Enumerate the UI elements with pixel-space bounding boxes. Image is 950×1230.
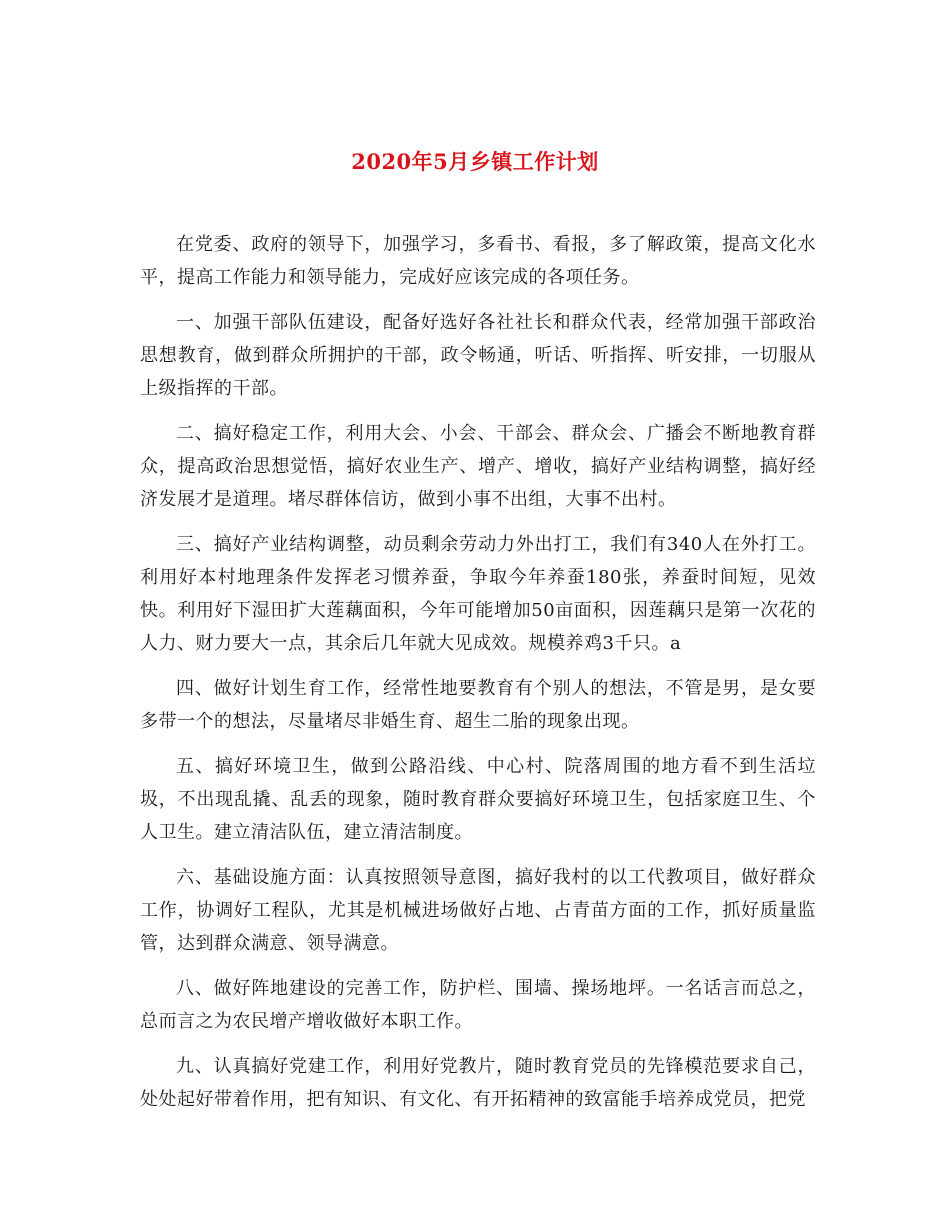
paragraph-item-3: 三、搞好产业结构调整，动员剩余劳动力外出打工，我们有340人在外打工。利用好本村地理条件发挥老习惯养蚕，争取今年养蚕180张，养蚕时间短，见效快。利用好下湿田扩大莲藕面积，今年可能增加50亩面积，因莲藕只是第一次花的人力、财力要大一点，其余后几年就大见成效。规模养鸡3千只。a xyxy=(140,534,816,654)
paragraph-item-6: 六、基础设施方面：认真按照领导意图，搞好我村的以工代教项目，做好群众工作，协调好工程队，尤其是机械进场做好占地、占青苗方面的工作，抓好质量监管，达到群众满意、领导满意。 xyxy=(140,867,816,954)
paragraph-item-9: 九、认真搞好党建工作，利用好党教片，随时教育党员的先锋模范要求自己，处处起好带着作用，把有知识、有文化、有开拓精神的致富能手培养成党员，把党 xyxy=(140,1056,816,1110)
document-body xyxy=(140,228,816,1128)
paragraph-intro: 在党委、政府的领导下，加强学习，多看书、看报，多了解政策，提高文化水平，提高工作能力和领导能力，完成好应该完成的各项任务。 xyxy=(140,234,816,288)
paragraph-item-5: 五、搞好环境卫生，做到公路沿线、中心村、院落周围的地方看不到生活垃圾，不出现乱撬、乱丢的现象，随时教育群众要搞好环境卫生，包括家庭卫生、个人卫生。建立清洁队伍，建立清洁制度。 xyxy=(140,756,816,843)
paragraph-item-4: 四、做好计划生育工作，经常性地要教育有个别人的想法，不管是男，是女要多带一个的想法，尽量堵尽非婚生育、超生二胎的现象出现。 xyxy=(140,678,816,732)
document-title: 2020年5月乡镇工作计划 xyxy=(351,149,599,174)
paragraph-item-1: 一、加强干部队伍建设，配备好选好各社社长和群众代表，经常加强干部政治思想教育，做到群众所拥护的干部，政令畅通，听话、听指挥、听安排，一切服从上级指挥的干部。 xyxy=(140,312,816,399)
paragraph-item-8: 八、做好阵地建设的完善工作，防护栏、围墙、操场地坪。一名话言而总之，总而言之为农民增产增收做好本职工作。 xyxy=(140,978,816,1032)
paragraph-item-2: 二、搞好稳定工作，利用大会、小会、干部会、群众会、广播会不断地教育群众，提高政治思想觉悟，搞好农业生产、增产、增收，搞好产业结构调整，搞好经济发展才是道理。堵尽群体信访，做到小事不出组，大事不出村。 xyxy=(140,423,816,510)
